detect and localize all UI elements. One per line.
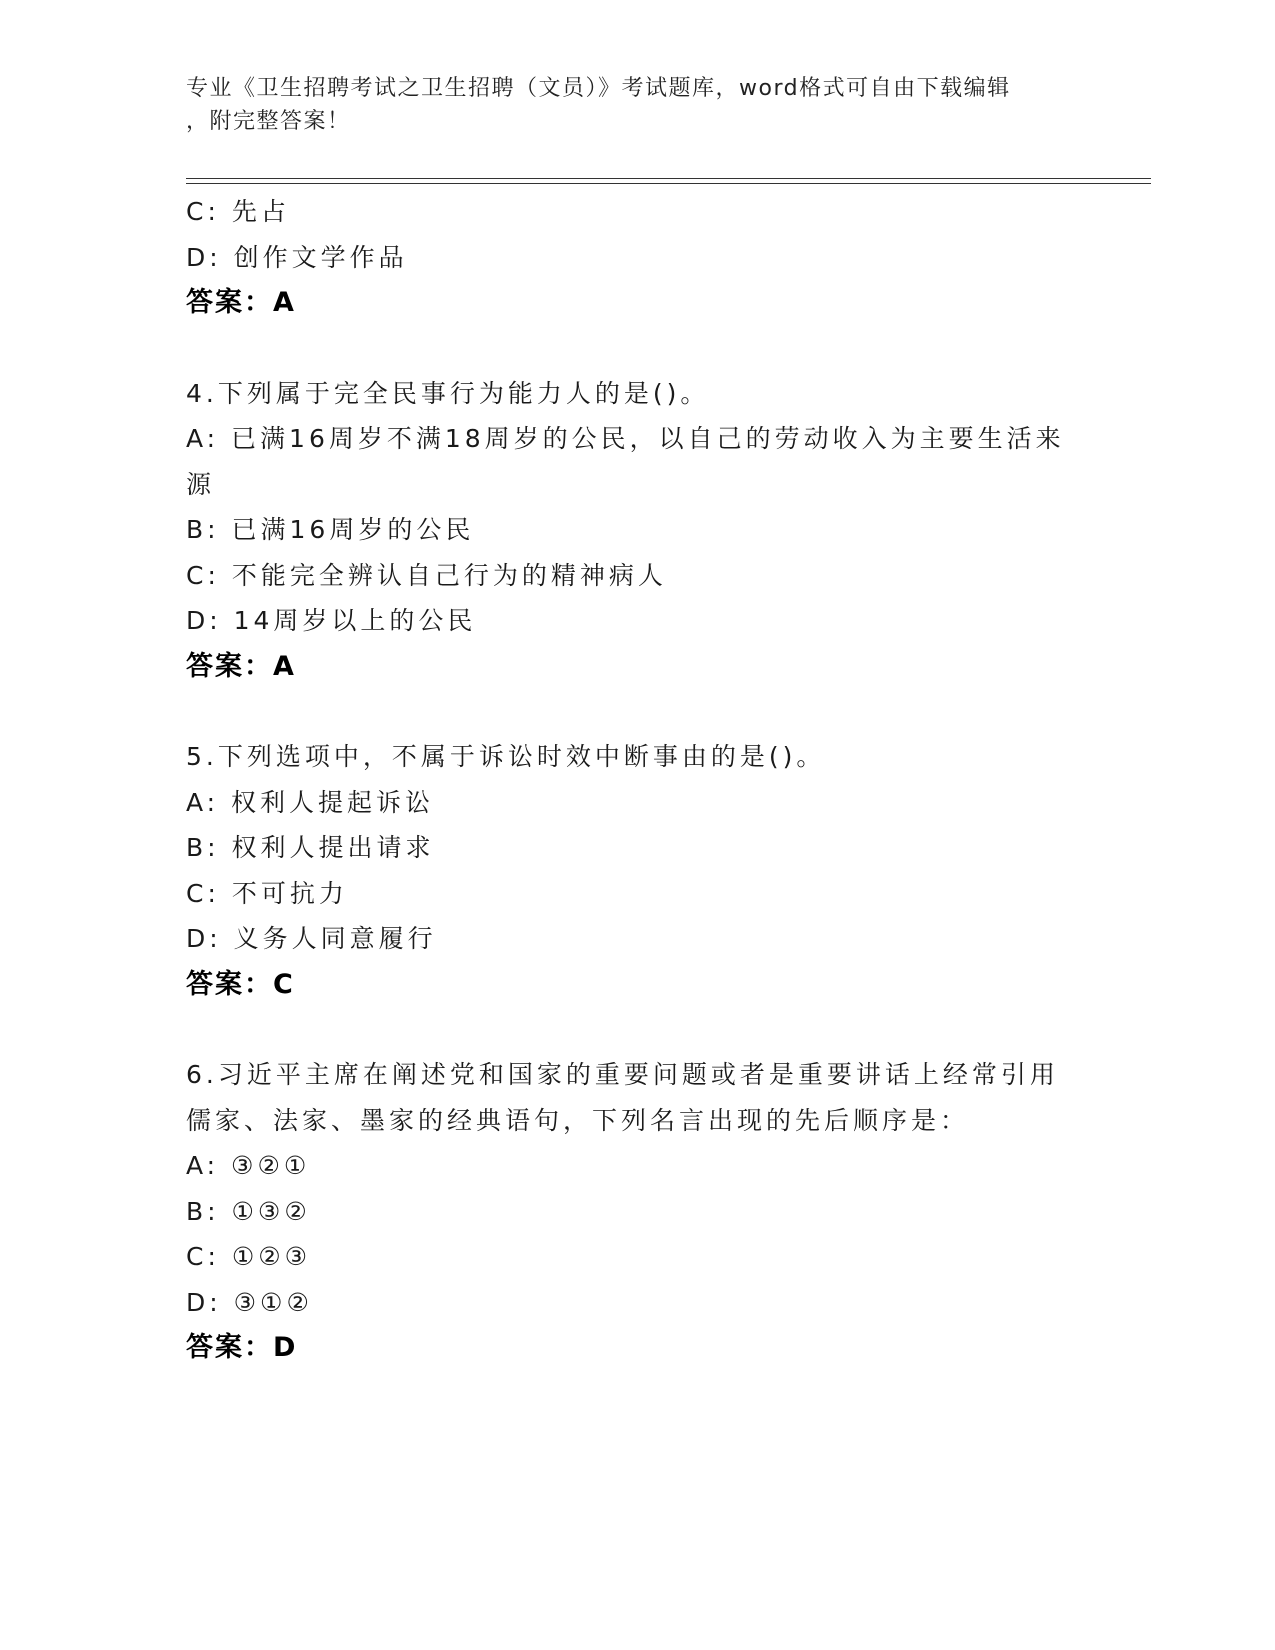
option-c: C: 不可抗力	[186, 878, 348, 908]
question-text: 5.下列选项中，不属于诉讼时效中断事由的是()。	[186, 742, 826, 771]
answer-line: 答案：A	[186, 287, 296, 318]
option-c: C: 先占	[186, 197, 290, 226]
question-text: 6.习近平主席在阐述党和国家的重要问题或者是重要讲话上经常引用	[186, 1060, 1059, 1089]
header-title-line-continued: ，附完整答案！	[186, 109, 351, 134]
option-d: D: 创作文学作品	[186, 242, 408, 272]
answer-line: 答案：A	[186, 650, 296, 682]
document-header	[186, 72, 1066, 138]
header-divider-top	[186, 178, 1151, 179]
spacer	[186, 689, 1086, 734]
option-d: D: ③①②	[186, 1287, 313, 1317]
question-3-tail	[186, 189, 1086, 326]
header-divider-bottom	[186, 183, 1151, 184]
question-4	[186, 371, 1086, 690]
option-b: B: 权利人提出请求	[186, 833, 435, 862]
spacer	[186, 1007, 1086, 1052]
question-text-continued: 儒家、法家、墨家的经典语句，下列名言出现的先后顺序是：	[186, 1105, 970, 1135]
spacer	[186, 326, 1086, 371]
question-6	[186, 1052, 1086, 1371]
question-text: 4.下列属于完全民事行为能力人的是()。	[186, 378, 710, 408]
header-title-line: 专业《卫生招聘考试之卫生招聘（文员）》考试题库，word格式可自由下载编辑	[186, 76, 1011, 101]
question-5	[186, 734, 1086, 1007]
answer-line: 答案：D	[186, 1332, 298, 1363]
option-d: D: 14周岁以上的公民	[186, 606, 477, 635]
option-a: A: 权利人提起诉讼	[186, 787, 435, 817]
option-a: A: 已满16周岁不满18周岁的公民，以自己的劳动收入为主要生活来	[186, 424, 1065, 453]
answer-line: 答案：C	[186, 968, 295, 1000]
option-d: D: 义务人同意履行	[186, 924, 437, 953]
option-b: B: 已满16周岁的公民	[186, 515, 475, 544]
option-c: C: ①②③	[186, 1242, 312, 1271]
option-a: A: ③②①	[186, 1151, 311, 1180]
option-c: C: 不能完全辨认自己行为的精神病人	[186, 560, 667, 590]
question-list	[186, 189, 1086, 1371]
option-b: B: ①③②	[186, 1196, 311, 1226]
option-a-continued: 源	[186, 469, 216, 499]
